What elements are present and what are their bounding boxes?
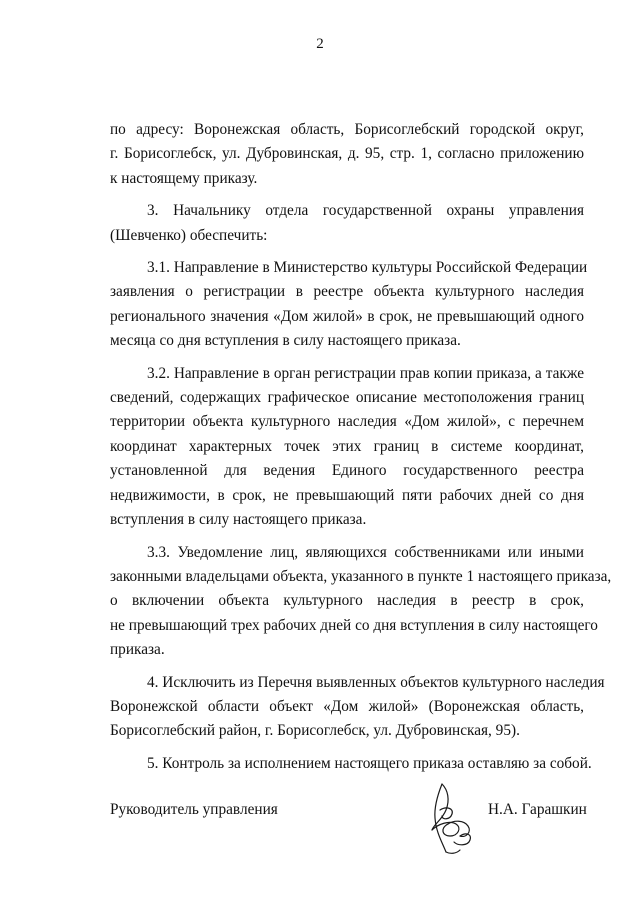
text-line: 3.2. Направление в орган регистрации прав копии приказа, а также xyxy=(147,364,584,382)
text-line: не превышающий трех рабочих дней со дня вступления в силу настоящего xyxy=(110,616,598,634)
text-line: 5. Контроль за исполнением настоящего приказа оставляю за собой. xyxy=(147,754,592,772)
paragraph-address xyxy=(110,118,584,191)
paragraph-item-3-2 xyxy=(110,362,584,533)
text-line: Воронежской области объект «Дом жилой» (Воронежская область, xyxy=(110,697,584,715)
paragraph-item-3-1 xyxy=(110,256,588,354)
text-line: о включении объекта культурного наследия в реестр в срок, xyxy=(110,592,584,610)
text-line: Борисоглебский район, г. Борисоглебск, ул. Дубровинская, 95). xyxy=(110,722,520,740)
paragraph-item-3-3 xyxy=(110,541,612,663)
text-line: установленной для ведения Единого государственного реестра xyxy=(110,462,584,480)
text-line: 3.1. Направление в Министерство культуры Российской Федерации xyxy=(147,259,588,277)
signatory-name: Н.А. Гарашкин xyxy=(488,801,587,818)
text-line: 3. Начальнику отдела государственной охраны управления xyxy=(147,202,584,220)
text-line: законными владельцами объекта, указанного в пункте 1 настоящего приказа, xyxy=(110,567,612,585)
text-line: 4. Исключить из Перечня выявленных объектов культурного наследия xyxy=(147,673,605,691)
paragraph-item-5 xyxy=(110,752,592,776)
page-number: 2 xyxy=(316,36,324,52)
text-line: регионального значения «Дом жилой» в срок, не превышающий одного xyxy=(110,307,584,325)
text-line: приказа. xyxy=(110,641,165,659)
text-line: координат характерных точек этих границ в системе координат, xyxy=(110,437,584,455)
text-line: к настоящему приказу. xyxy=(110,169,258,187)
text-line: (Шевченко) обеспечить: xyxy=(110,226,268,244)
paragraph-item-4 xyxy=(110,671,605,744)
text-line: по адресу: Воронежская область, Борисоглебский городской округ, xyxy=(110,121,584,138)
signatory-position: Руководитель управления xyxy=(110,801,278,818)
text-line: 3.3. Уведомление лиц, являющихся собственниками или иными xyxy=(147,543,584,561)
handwritten-signature xyxy=(420,780,478,858)
text-line: недвижимости, в срок, не превышающий пяти рабочих дней со дня xyxy=(110,486,584,504)
text-line: сведений, содержащих графическое описание местоположения границ xyxy=(110,389,584,407)
text-line: г. Борисоглебск, ул. Дубровинская, д. 95, стр. 1, согласно приложению xyxy=(110,145,584,163)
paragraph-item-3 xyxy=(110,199,584,248)
text-line: месяца со дня вступления в силу настоящего приказа. xyxy=(110,332,461,350)
text-line: вступления в силу настоящего приказа. xyxy=(110,511,367,529)
text-line: заявления о регистрации в реестре объекта культурного наследия xyxy=(110,283,584,301)
document-body xyxy=(110,118,612,776)
text-line: территории объекта культурного наследия «Дом жилой», с перечнем xyxy=(110,413,584,431)
